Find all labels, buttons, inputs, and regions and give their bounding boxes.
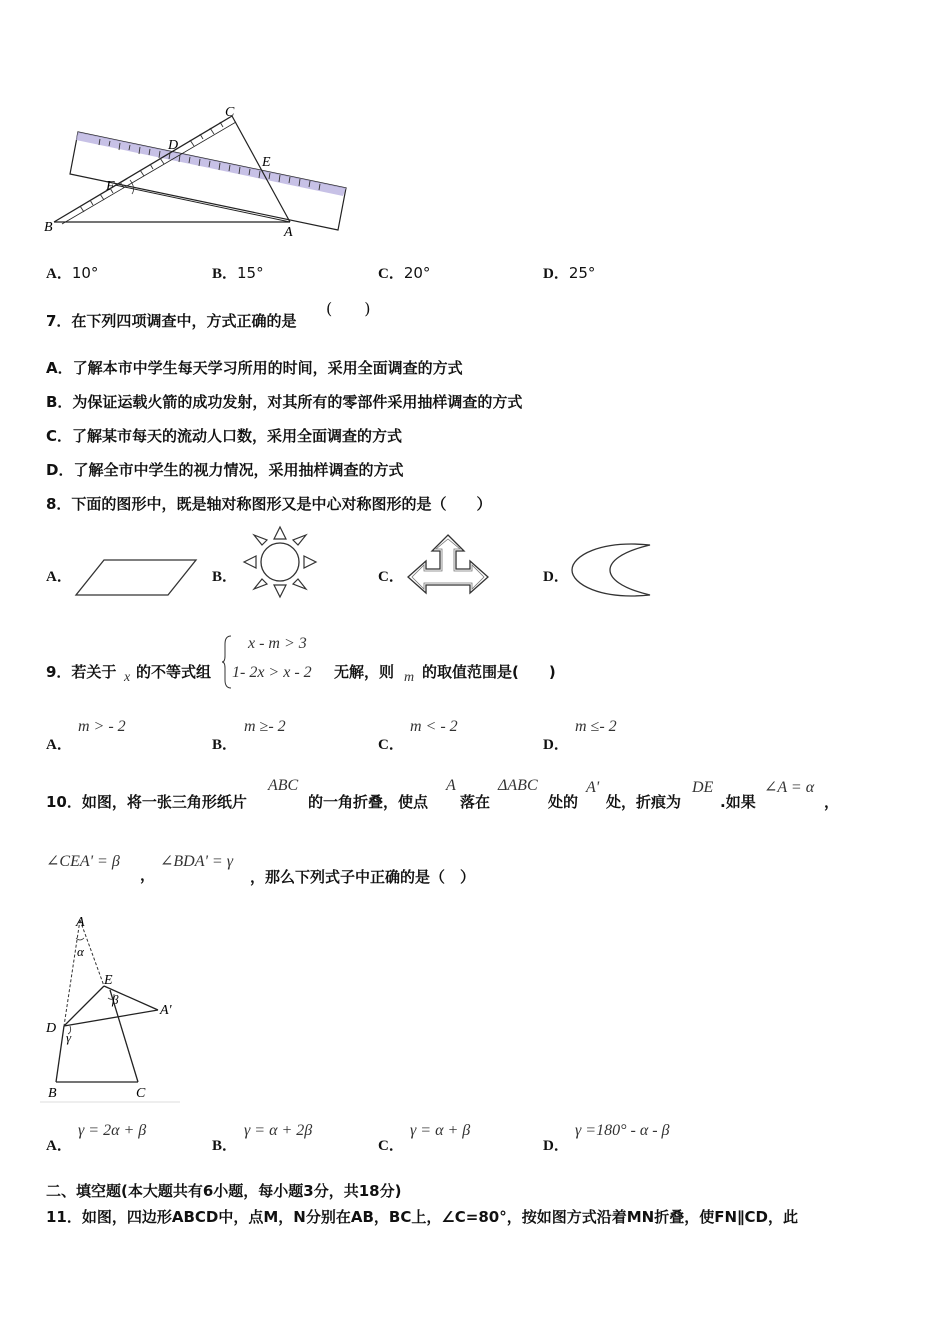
- option-value: 20°: [403, 264, 431, 282]
- option-letter: D．: [543, 1138, 569, 1154]
- option-letter: C．: [378, 266, 404, 282]
- option-value: 10°: [71, 264, 99, 282]
- q10-math-a-prime: A': [586, 779, 600, 796]
- q7-option-c[interactable]: C．了解某市每天的流动人口数，采用全面调查的方式: [46, 427, 403, 445]
- q10-option-d-expr: γ =180° - α - β: [575, 1122, 670, 1139]
- option-letter: B．: [212, 1138, 238, 1154]
- q6-option-d[interactable]: [543, 262, 595, 283]
- q10-option-c-expr: γ = α + β: [410, 1122, 471, 1139]
- q9-option-d-expr: m ≤- 2: [575, 718, 617, 735]
- label-gamma: γ: [66, 1030, 72, 1045]
- q9-option-b[interactable]: [212, 733, 237, 754]
- q9-inequality-1: x - m > 3: [248, 635, 307, 652]
- q10-text-tail: ，那么下列式子中正确的是（ ）: [250, 868, 476, 886]
- q9-stem-c: 无解，则: [334, 663, 395, 681]
- q7-paren: ( ): [326, 299, 371, 318]
- label-beta: β: [112, 992, 119, 1007]
- q6-option-a[interactable]: [46, 262, 98, 283]
- q8-option-b-label[interactable]: B．: [212, 569, 238, 585]
- label-A: A: [284, 225, 293, 240]
- q10-text-1: 10．如图，将一张三角形纸片: [46, 793, 247, 811]
- label-D: D: [168, 138, 179, 153]
- option-letter: C．: [378, 737, 404, 753]
- label-C: C: [136, 1086, 146, 1101]
- option-letter: D．: [543, 266, 569, 282]
- q9-stem-b: 的不等式组: [136, 663, 212, 681]
- q10-math-abc: ABC: [268, 777, 299, 794]
- q9-option-a-expr: m > - 2: [78, 718, 126, 735]
- q10-text-6: .如果: [720, 793, 756, 811]
- q7-option-a[interactable]: A．了解本市中学生每天学习所用的时间，采用全面调查的方式: [46, 359, 463, 377]
- section-title: 二、填空题(本大题共有6小题，每小题3分，共18分): [46, 1182, 402, 1200]
- q9-inequality-2: 1- 2x > x - 2: [232, 664, 312, 681]
- folded-triangle-figure: [40, 910, 185, 1105]
- q10-option-d[interactable]: [543, 1134, 569, 1155]
- q10-option-b[interactable]: [212, 1134, 237, 1155]
- label-E: E: [262, 155, 271, 170]
- arrows-shape: [404, 533, 492, 597]
- crescent-shape: [570, 542, 654, 598]
- label-alpha: α: [77, 944, 84, 959]
- q10-math-a: A: [446, 777, 456, 794]
- q10-math-triangle: ΔABC: [498, 777, 538, 794]
- q7-option-d[interactable]: D．了解全市中学生的视力情况，采用抽样调查的方式: [46, 461, 404, 479]
- option-letter: A．: [46, 1138, 72, 1154]
- q10-option-b-expr: γ = α + 2β: [244, 1122, 313, 1139]
- ruler-triangle-figure: [40, 100, 360, 245]
- q10-cond-beta: ∠CEA' = β: [46, 853, 120, 870]
- q7-option-b[interactable]: B．为保证运载火箭的成功发射，对其所有的零部件采用抽样调查的方式: [46, 393, 523, 411]
- q9-stem-d: 的取值范围是( ): [422, 663, 556, 681]
- option-letter: B．: [212, 266, 238, 282]
- option-letter: A．: [46, 737, 72, 753]
- q10-text-4: 处的: [548, 793, 579, 811]
- label-B: B: [48, 1086, 57, 1101]
- q8-option-d-label[interactable]: D．: [543, 569, 569, 585]
- q6-option-c[interactable]: [378, 262, 430, 283]
- q10-option-c[interactable]: [378, 1134, 404, 1155]
- label-E: E: [104, 973, 113, 988]
- system-brace: [222, 634, 232, 690]
- label-A-prime: A': [160, 1003, 172, 1018]
- option-letter: B．: [212, 737, 238, 753]
- option-value: 15°: [237, 264, 264, 282]
- q9-option-a[interactable]: [46, 733, 72, 754]
- q10-text-3: 落在: [460, 793, 491, 811]
- label-C: C: [225, 105, 235, 120]
- q9-option-b-expr: m ≥- 2: [244, 718, 286, 735]
- q9-option-c-expr: m < - 2: [410, 718, 458, 735]
- option-letter: A．: [46, 266, 72, 282]
- label-F: F: [106, 179, 115, 194]
- q10-math-de: DE: [692, 779, 714, 796]
- label-A: A: [76, 915, 85, 930]
- sun-shape: [240, 525, 320, 599]
- label-D: D: [46, 1021, 57, 1036]
- q9-var-x: x: [124, 670, 131, 685]
- q9-option-c[interactable]: [378, 733, 404, 754]
- q7-stem: 7．在下列四项调查中，方式正确的是: [46, 312, 297, 330]
- q9-stem-a: 9．若关于: [46, 663, 117, 681]
- q9-option-d[interactable]: [543, 733, 569, 754]
- q8-option-c-label[interactable]: C．: [378, 569, 404, 585]
- q10-comma: ，: [140, 866, 156, 884]
- option-value: 25°: [568, 264, 596, 282]
- q6-option-b[interactable]: [212, 262, 264, 283]
- q10-math-angle-a: ∠A = α: [764, 779, 815, 796]
- q10-text-7: ，: [824, 793, 840, 811]
- q10-text-2: 的一角折叠，使点: [308, 793, 429, 811]
- q9-var-m: m: [404, 670, 415, 685]
- label-B: B: [44, 220, 53, 235]
- q10-option-a-expr: γ = 2α + β: [78, 1122, 147, 1139]
- q10-cond-gamma: ∠BDA' = γ: [160, 853, 234, 870]
- option-letter: C．: [378, 1138, 404, 1154]
- option-letter: D．: [543, 737, 569, 753]
- q11-text: 11．如图，四边形ABCD中，点M，N分别在AB，BC上，∠C=80°，按如图方式沿着MN折叠，使FN∥CD，此: [46, 1208, 798, 1226]
- q8-stem: 8．下面的图形中，既是轴对称图形又是中心对称图形的是（ ）: [46, 495, 492, 513]
- q10-text-5: 处，折痕为: [606, 793, 682, 811]
- parallelogram-shape: [74, 558, 198, 598]
- q8-option-a-label[interactable]: A．: [46, 569, 72, 585]
- q10-option-a[interactable]: [46, 1134, 72, 1155]
